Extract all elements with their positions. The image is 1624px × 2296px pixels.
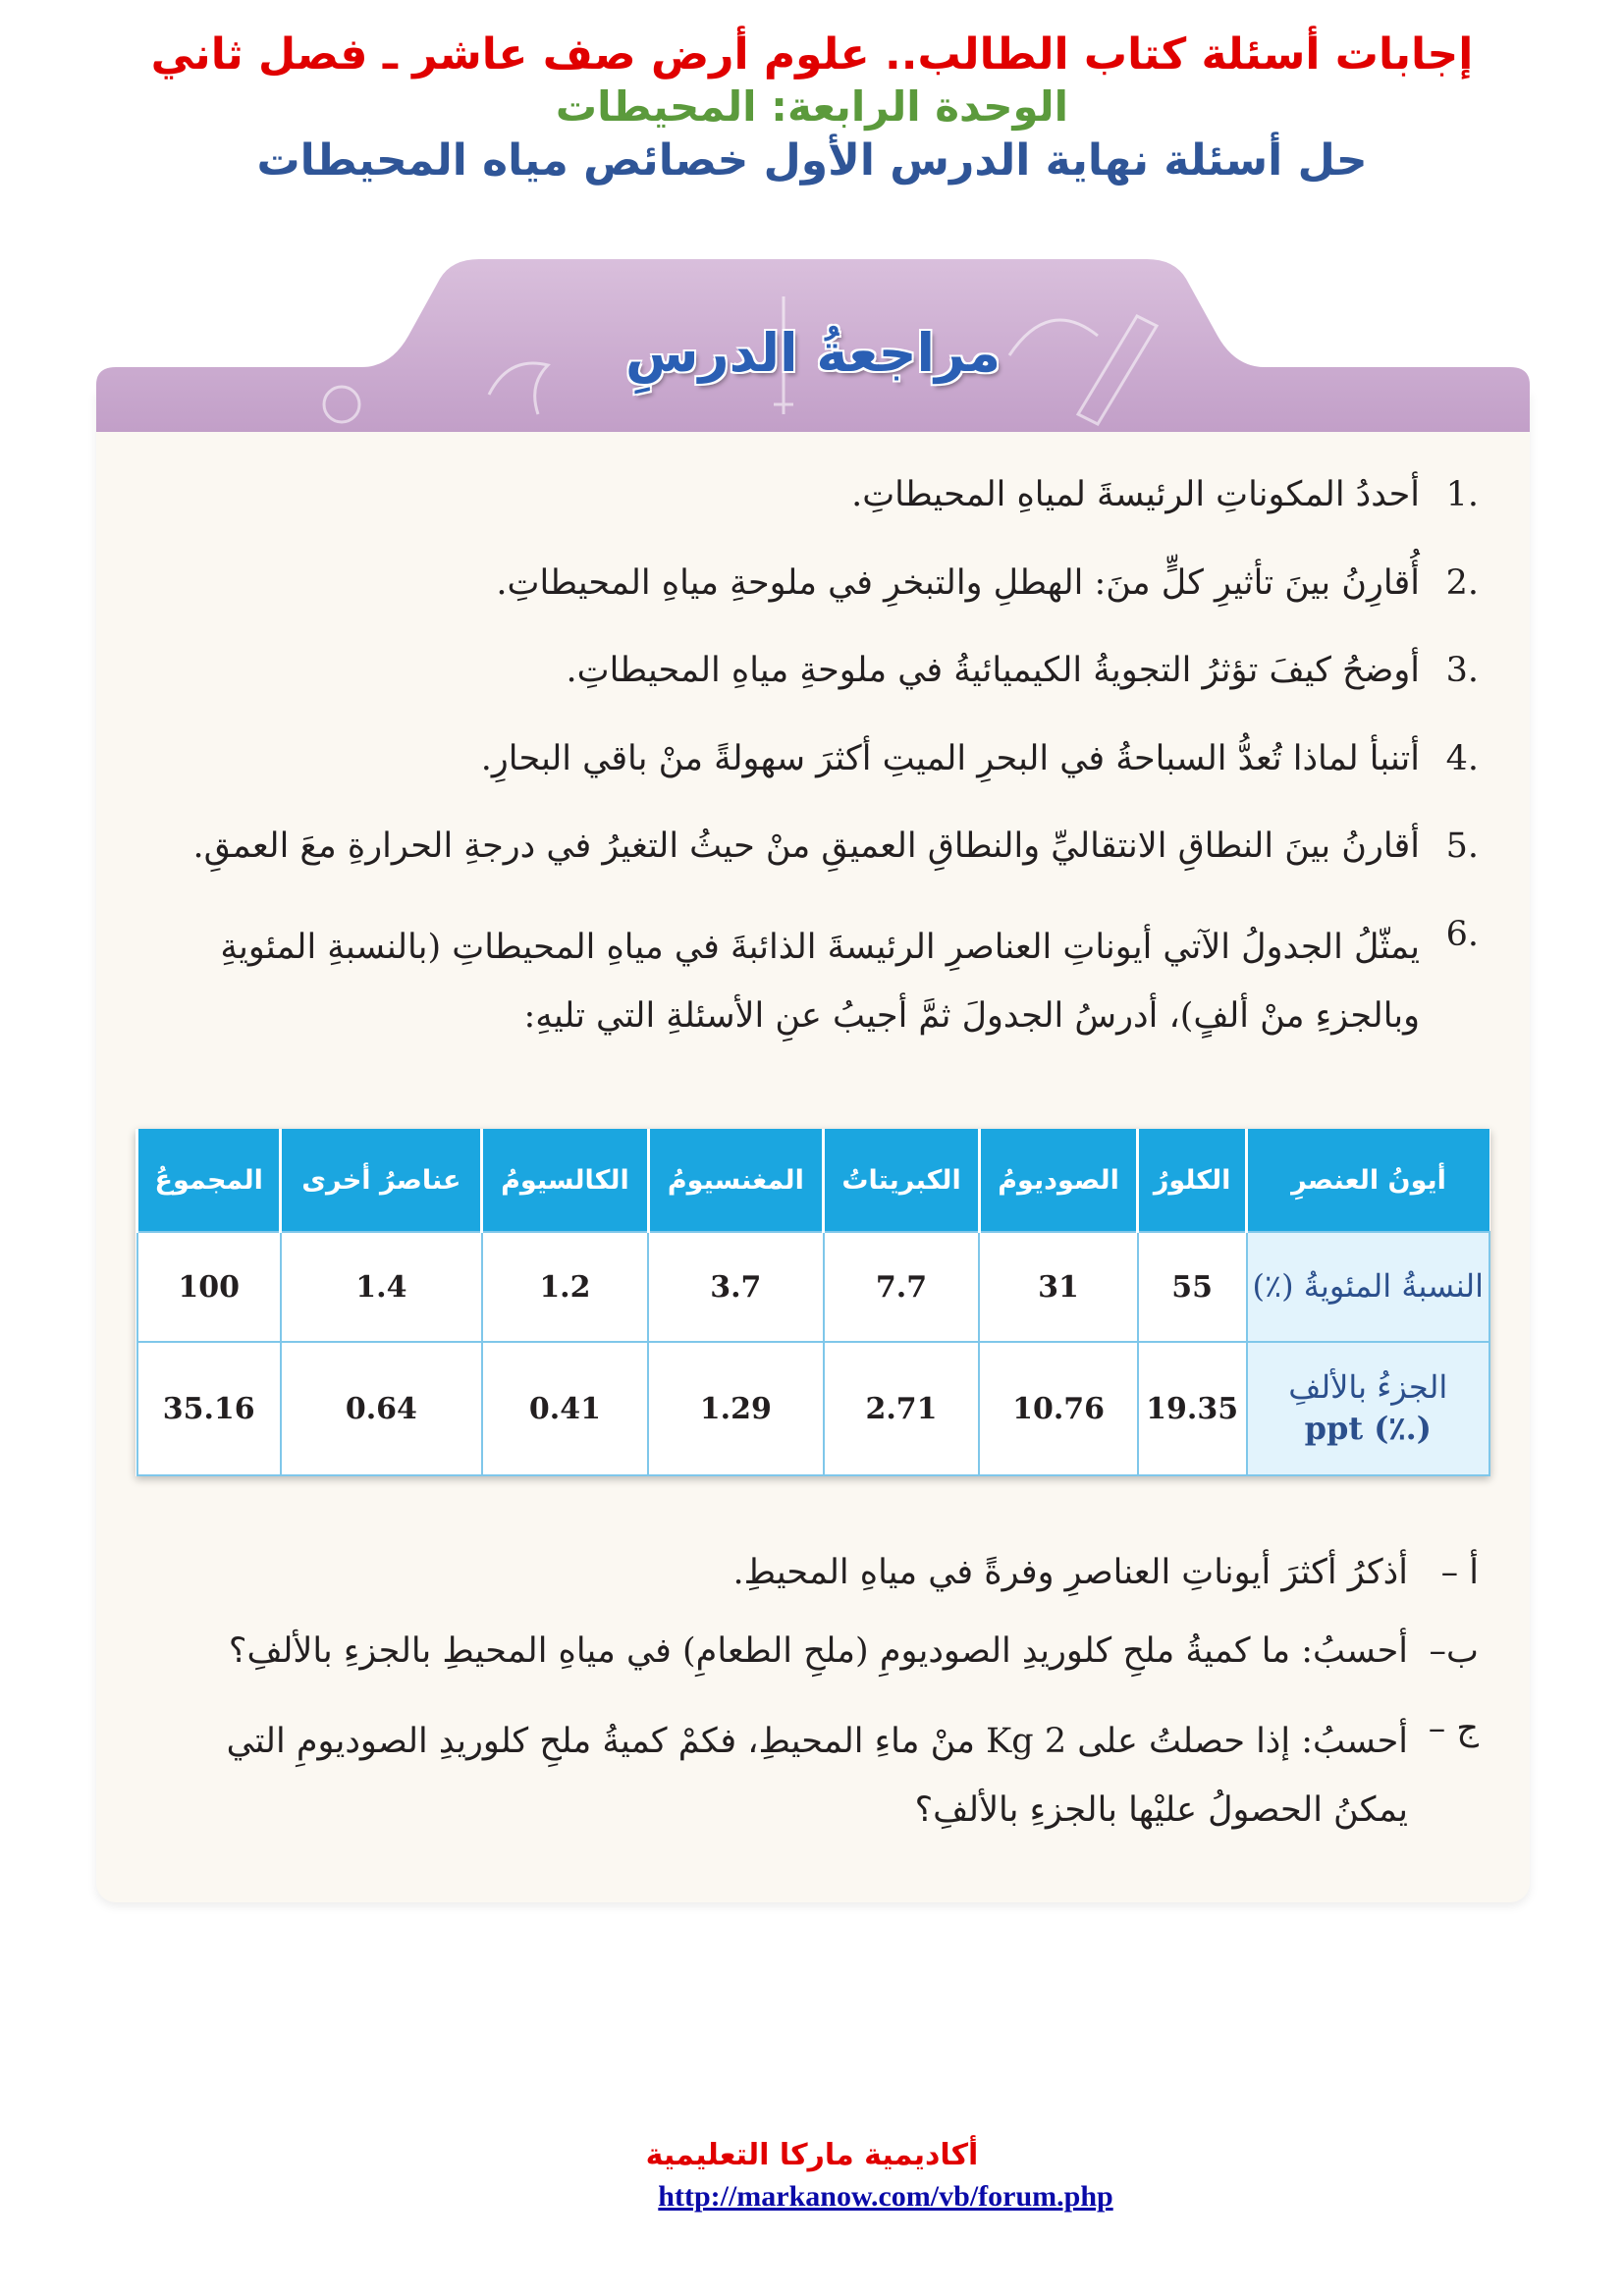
- table-cell: 0.64: [281, 1342, 482, 1475]
- table-cell: 100: [137, 1232, 281, 1342]
- table-cell: 19.35: [1138, 1342, 1247, 1475]
- table-cell: 2.71: [824, 1342, 980, 1475]
- question-text: أوضحُ كيفَ تؤثرُ التجويةُ الكيميائيةُ في ملوحةِ مياهِ المحيطاتِ.: [566, 651, 1420, 690]
- question-list: [143, 473, 1479, 1086]
- question-number: .3: [1445, 651, 1479, 690]
- column-header: عناصرُ أخرى: [281, 1129, 482, 1232]
- table-header-row: [137, 1129, 1490, 1232]
- sub-question-text: أحسبُ: ما كميةُ ملحِ كلوريدِ الصوديومِ (ملحِ الطعامِ) في مياهِ المحيطِ بالجزءِ بالألفِ؟: [228, 1630, 1408, 1671]
- sub-question-item: [143, 1707, 1479, 1844]
- forum-link[interactable]: http://markanow.com/vb/forum.php: [658, 2180, 1113, 2213]
- table-cell: 10.76: [979, 1342, 1137, 1475]
- row-label-text: النسبةُ المئويةُ (٪): [1252, 1267, 1485, 1306]
- question-text: أقارنُ بينَ النطاقِ الانتقاليِّ والنطاقِ العميقِ منْ حيثُ التغيرُ في درجةِ الحرارةِ معَ العمقِ.: [192, 827, 1420, 866]
- table-cell: 1.4: [281, 1232, 482, 1342]
- question-item: [143, 649, 1479, 694]
- sub-question-letter: ج –: [1428, 1709, 1479, 1748]
- table-cell: 3.7: [648, 1232, 824, 1342]
- row-label-unit: ppt (٪.): [1304, 1410, 1432, 1447]
- ion-table-container: [135, 1129, 1490, 1476]
- sub-question-text: أذكرُ أكثرَ أيوناتِ العناصرِ وفرةً في مياهِ المحيطِ.: [732, 1553, 1408, 1592]
- table-row: [137, 1342, 1490, 1475]
- question-text: يمثّلُ الجدولُ الآتي أيوناتِ العناصرِ الرئيسةَ الذائبةَ في مياهِ المحيطاتِ (بالنسبةِ المئويةِ وبالجزءِ منْ ألفٍ)، أدرسُ الجدولَ ثمَّ أجيبُ عنِ الأسئلةِ التي تليهِ:: [220, 927, 1420, 1036]
- question-number: .4: [1445, 738, 1479, 778]
- question-item: [143, 561, 1479, 607]
- column-header: أيونُ العنصرِ: [1247, 1129, 1490, 1232]
- table-cell: 1.29: [648, 1342, 824, 1475]
- question-text: أُقارِنُ بينَ تأثيرِ كلٍّ منَ: الهطلِ والتبخرِ في ملوحةِ مياهِ المحيطاتِ.: [496, 562, 1420, 603]
- row-label: [1247, 1342, 1490, 1475]
- table-cell: 55: [1138, 1232, 1247, 1342]
- table-cell: 7.7: [824, 1232, 980, 1342]
- question-number: .2: [1445, 562, 1479, 603]
- table-cell: 35.16: [137, 1342, 281, 1475]
- sub-question-list: [143, 1551, 1479, 1878]
- table-row: [137, 1232, 1490, 1342]
- page-footer: [0, 2138, 1624, 2214]
- lesson-review-banner: [96, 257, 1530, 434]
- column-header: الكلورُ: [1138, 1129, 1247, 1232]
- page-header: [0, 27, 1624, 187]
- lesson-title: حل أسئلة نهاية الدرس الأول خصائص مياه المحيطات: [256, 134, 1368, 186]
- ion-table: [135, 1129, 1490, 1476]
- page-title: إجابات أسئلة كتاب الطالب.. علوم أرض صف عاشر ـ فصل ثاني: [150, 29, 1474, 80]
- column-header: الكبريتاتُ: [824, 1129, 980, 1232]
- table-cell: 1.2: [482, 1232, 648, 1342]
- banner-title: مراجعةُ الدرسِ: [624, 322, 1001, 384]
- question-text: أحددُ المكوناتِ الرئيسةَ لمياهِ المحيطاتِ.: [851, 475, 1420, 514]
- question-item: [143, 473, 1479, 518]
- academy-name: أكاديمية ماركا التعليمية: [645, 2138, 979, 2172]
- question-number: .6: [1445, 914, 1479, 954]
- question-item: [143, 737, 1479, 782]
- question-number: .5: [1445, 827, 1479, 866]
- row-label: [1247, 1232, 1490, 1342]
- column-header: المجموعُ: [137, 1129, 281, 1232]
- sub-question-item: [143, 1629, 1479, 1675]
- column-header: الصوديومُ: [979, 1129, 1137, 1232]
- sub-question-item: [143, 1551, 1479, 1596]
- question-text: أتنبأ لماذا تُعدُّ السباحةُ في البحرِ الميتِ أكثرَ سهولةً منْ باقي البحارِ.: [480, 738, 1420, 778]
- question-number: .1: [1445, 475, 1479, 514]
- unit-title: الوحدة الرابعة: المحيطات: [555, 82, 1069, 131]
- column-header: الكالسيومُ: [482, 1129, 648, 1232]
- column-header: المغنسيومُ: [648, 1129, 824, 1232]
- row-label-text: الجزءُ بالألفِ: [1288, 1368, 1448, 1407]
- sub-question-letter: أ –: [1440, 1553, 1479, 1592]
- table-cell: 31: [979, 1232, 1137, 1342]
- table-cell: 0.41: [482, 1342, 648, 1475]
- sub-question-text: أحسبُ: إذا حصلتُ على 2 Kg منْ ماءِ المحيطِ، فكمْ كميةُ ملحِ كلوريدِ الصوديومِ التي يمكنُ الحصولُ عليْها بالجزءِ بالألفِ؟: [226, 1722, 1408, 1830]
- question-item: [143, 825, 1479, 870]
- sub-question-letter: ب–: [1429, 1630, 1479, 1671]
- question-item: [143, 913, 1479, 1050]
